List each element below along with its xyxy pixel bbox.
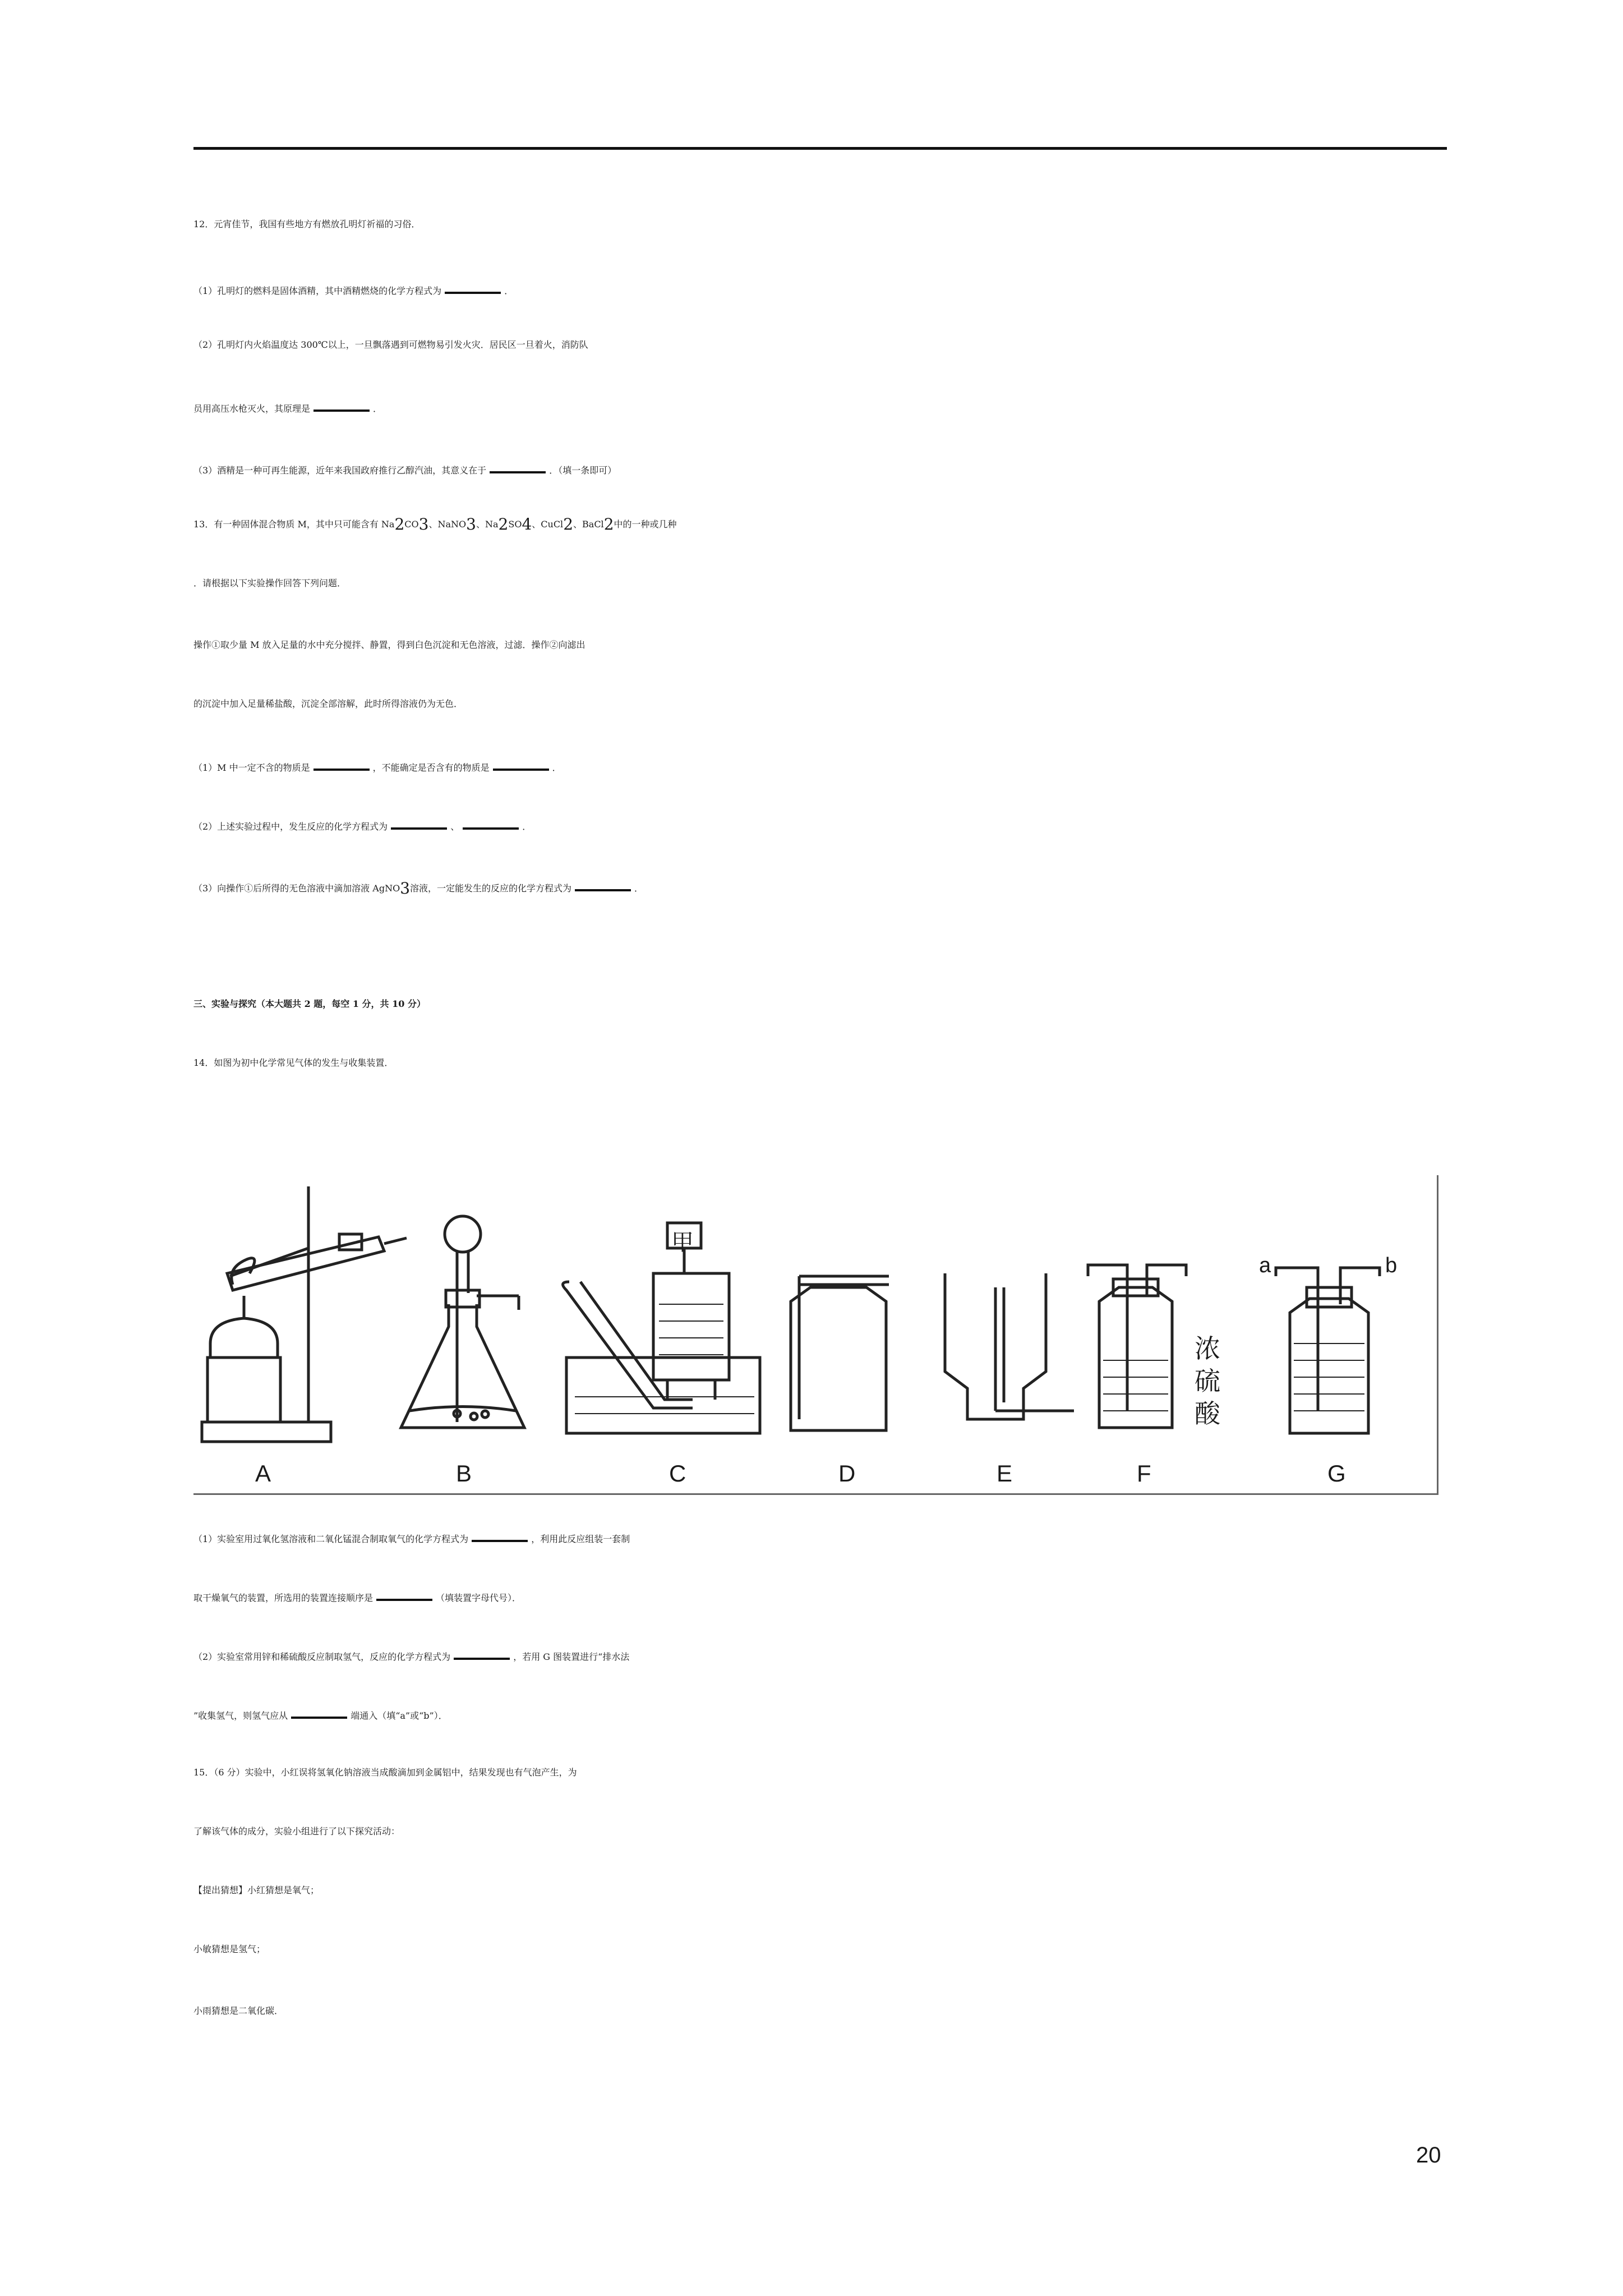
answer-blank[interactable] [490, 449, 546, 473]
answer-blank[interactable] [472, 1517, 528, 1542]
answer-blank[interactable] [313, 746, 370, 771]
answer-blank[interactable] [376, 1576, 432, 1601]
label-g: G [1327, 1460, 1346, 1487]
label-jia: 甲 [671, 1230, 694, 1255]
label-e: E [997, 1460, 1013, 1487]
answer-blank[interactable] [391, 805, 447, 830]
answer-blank[interactable] [454, 1635, 510, 1660]
q15-stem-line1: 15．（6 分）实验中，小红误将氢氧化钠溶液当成酸滴加到金属铝中，结果发现也有气泡产生，为 [193, 1767, 577, 1778]
answer-blank[interactable] [445, 269, 501, 294]
q15-guess-1: 【提出猜想】小红猜想是氧气； [193, 1885, 320, 1895]
apparatus-figure [193, 1175, 1438, 1501]
answer-blank[interactable] [463, 805, 519, 830]
q13-operation-line2: 的沉淀中加入足量稀盐酸，沉淀全部溶解，此时所得溶液仍为无色． [193, 698, 463, 709]
q12-part3: （3）酒精是一种可再生能源，近年来我国政府推行乙醇汽油，其意义在于 ．（填一条即可） [193, 449, 616, 487]
answer-blank[interactable] [291, 1694, 347, 1719]
label-conc-sulfuric-acid: 浓 硫 酸 [1195, 1333, 1220, 1429]
q13-stem-line1: 13．有一种固体混合物质 M，其中只可能含有 $Na_2CO_3$、NaNO$_3$、$Na_2SO_4$、CuCl$_2$、BaCl$_2$中的一种或几种 [193, 515, 677, 534]
apparatus-e [945, 1273, 1074, 1419]
q14-part2-line2: ”收集氢气，则氢气应从 端通入（填“a”或“b”）． [193, 1694, 448, 1733]
apparatus-c [563, 1223, 760, 1433]
q15-stem-line2: 了解该气体的成分，实验小组进行了以下探究活动： [193, 1826, 400, 1837]
apparatus-g [1276, 1268, 1380, 1433]
label-port-a: a [1259, 1254, 1271, 1277]
label-c: C [669, 1460, 686, 1487]
section-heading: 三、实验与探究（本大题共 2 题，每空 1 分，共 10 分） [193, 999, 426, 1009]
label-port-b: b [1385, 1254, 1398, 1277]
apparatus-d [791, 1276, 889, 1430]
q13-operation-line1: 操作①取少量 M 放入足量的水中充分搅拌、静置，得到白色沉淀和无色溶液，过滤．操作②向滤出 [193, 639, 585, 650]
label-b: B [456, 1460, 472, 1487]
q12-part2-line2: 员用高压水枪灭火，其原理是 ． [193, 387, 382, 426]
label-f: F [1137, 1460, 1151, 1487]
q14-part1-line2: 取干燥氧气的装置，所选用的装置连接顺序是 （填装置字母代号）． [193, 1576, 521, 1615]
label-a: A [255, 1460, 271, 1487]
q13-part2: （2）上述实验过程中，发生反应的化学方程式为 、 ． [193, 805, 531, 844]
apparatus-b [401, 1216, 524, 1428]
apparatus-a [202, 1186, 407, 1442]
apparatus-f [1088, 1265, 1186, 1428]
q13-part3: （3）向操作①后所得的无色溶液中滴加溶液 AgNO$_3$溶液，一定能发生的反应的化学方程式为 ． [193, 867, 643, 905]
q14-part1-line1: （1）实验室用过氧化氢溶液和二氧化锰混合制取氧气的化学方程式为 ，利用此反应组装一套制 [193, 1517, 630, 1556]
q12-part2-line1: （2）孔明灯内火焰温度达 300℃以上，一旦飘落遇到可燃物易引发火灾．居民区一旦着火，消防队 [193, 339, 588, 350]
q14-part2-line1: （2）实验室常用锌和稀硫酸反应制取氢气，反应的化学方程式为 ，若用 G 图装置进行“排水法 [193, 1635, 629, 1674]
answer-blank[interactable] [493, 746, 549, 771]
q13-part1: （1）M 中一定不含的物质是 ，不能确定是否含有的物质是 ． [193, 746, 561, 785]
label-d: D [838, 1460, 856, 1487]
q12-part1: （1）孔明灯的燃料是固体酒精，其中酒精燃烧的化学方程式为 ． [193, 269, 513, 308]
apparatus-figure-svg [193, 1175, 1438, 1501]
q15-guess-3: 小雨猜想是二氧化碳． [193, 2005, 284, 2016]
q12-stem: 12．元宵佳节，我国有些地方有燃放孔明灯祈福的习俗． [193, 219, 421, 229]
answer-blank[interactable] [575, 867, 631, 891]
q13-stem-line2: ．请根据以下实验操作回答下列问题． [193, 578, 347, 588]
page-number: 20 [1416, 2143, 1441, 2168]
q15-guess-2: 小敏猜想是氢气； [193, 1944, 266, 1954]
q14-stem: 14．如图为初中化学常见气体的发生与收集装置． [193, 1057, 394, 1068]
header-rule [193, 147, 1447, 150]
answer-blank[interactable] [313, 387, 370, 412]
